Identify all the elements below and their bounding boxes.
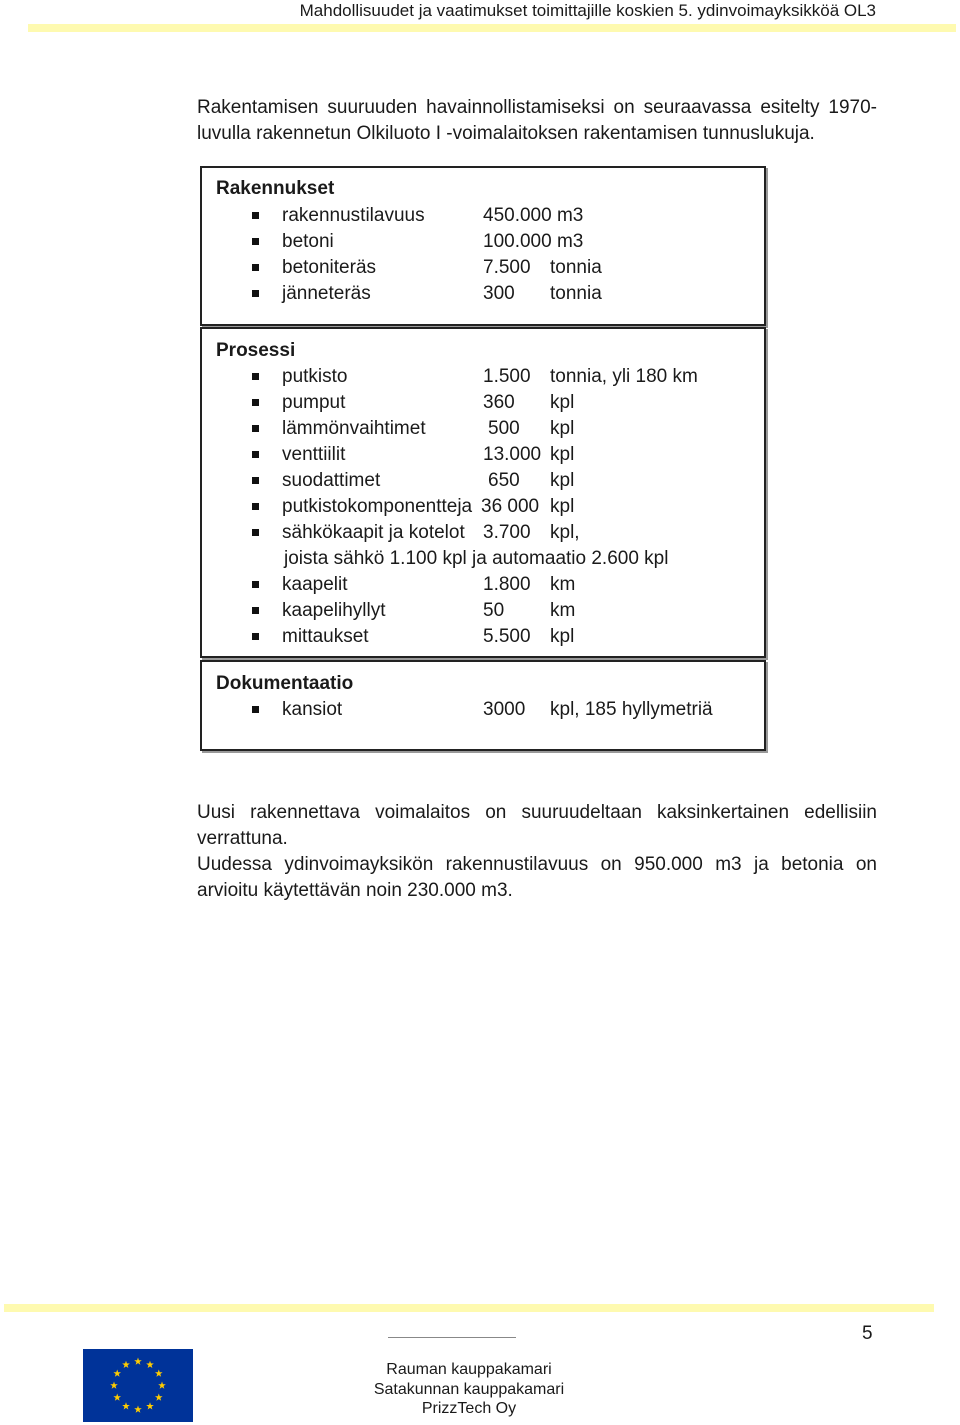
footer-org-1: Rauman kauppakamari bbox=[386, 1361, 552, 1378]
item-label: venttiilit bbox=[282, 444, 346, 465]
list-item bbox=[202, 203, 764, 229]
item-unit: kpl bbox=[550, 418, 575, 439]
bullet-icon bbox=[252, 399, 259, 406]
eu-flag-icon bbox=[83, 1349, 193, 1422]
item-unit: tonnia, yli 180 km bbox=[550, 366, 698, 387]
item-label: betoni bbox=[282, 231, 334, 252]
closing-text bbox=[197, 800, 877, 904]
list-item bbox=[202, 468, 764, 494]
item-value: 3.700 bbox=[483, 522, 531, 543]
rakennukset-box bbox=[200, 166, 766, 326]
footnote-rule bbox=[388, 1337, 516, 1338]
item-label: betoniteräs bbox=[282, 257, 377, 278]
dokumentaatio-list bbox=[202, 697, 764, 723]
bullet-icon bbox=[252, 212, 259, 219]
item-label: suodattimet bbox=[282, 470, 381, 491]
rakennukset-title: Rakennukset bbox=[216, 178, 335, 199]
item-unit: tonnia bbox=[550, 257, 602, 278]
list-item bbox=[202, 572, 764, 598]
intro-paragraph: Rakentamisen suuruuden havainnollistamiseksi on seuraavassa esitelty 1970-luvulla rakennetun Olkiluoto I -voimalaitoksen rakentamisen tunnuslukuja. bbox=[197, 97, 877, 144]
bullet-icon bbox=[252, 706, 259, 713]
bullet-icon bbox=[252, 425, 259, 432]
item-value: 1.500 bbox=[483, 366, 531, 387]
list-item bbox=[202, 442, 764, 468]
item-label: putkistokomponentteja bbox=[282, 496, 473, 517]
item-unit: kpl bbox=[550, 444, 575, 465]
list-item bbox=[202, 520, 764, 546]
item-value: 3000 bbox=[483, 699, 526, 720]
item-label: pumput bbox=[282, 392, 346, 413]
item-value: 13.000 bbox=[483, 444, 542, 465]
list-item-note bbox=[202, 546, 764, 572]
item-label: kaapelit bbox=[282, 574, 348, 595]
bullet-icon bbox=[252, 607, 259, 614]
page-header-title: Mahdollisuudet ja vaatimukset toimittajille koskien 5. ydinvoimayksikköä OL3 bbox=[299, 1, 876, 20]
item-unit: kpl bbox=[550, 496, 575, 517]
item-label: kansiot bbox=[282, 699, 343, 720]
item-unit: kpl bbox=[550, 470, 575, 491]
footer-divider bbox=[4, 1304, 934, 1312]
dokumentaatio-box bbox=[200, 660, 766, 751]
item-note: joista sähkö 1.100 kpl ja automaatio 2.600 kpl bbox=[284, 548, 669, 569]
footer-org-2: Satakunnan kauppakamari bbox=[373, 1380, 565, 1398]
item-unit: kpl, bbox=[550, 522, 580, 543]
item-value: 450.000 m3 bbox=[483, 205, 584, 226]
footer-org-3: PrizzTech Oy bbox=[421, 1400, 517, 1417]
list-item bbox=[202, 416, 764, 442]
list-item bbox=[202, 281, 764, 307]
prosessi-box bbox=[200, 327, 766, 658]
bullet-icon bbox=[252, 290, 259, 297]
item-value: 1.800 bbox=[483, 574, 531, 595]
prosessi-title: Prosessi bbox=[216, 340, 296, 361]
item-unit: kpl, 185 hyllymetriä bbox=[550, 699, 713, 720]
footer-organizations bbox=[320, 1360, 618, 1419]
item-value: 5.500 bbox=[483, 626, 531, 647]
item-unit: kpl bbox=[550, 626, 575, 647]
item-value: 36 000 bbox=[481, 496, 540, 517]
bullet-icon bbox=[252, 503, 259, 510]
item-value: 360 bbox=[483, 392, 515, 413]
rakennukset-list bbox=[202, 203, 764, 307]
item-label: jänneteräs bbox=[282, 283, 371, 304]
item-label: putkisto bbox=[282, 366, 348, 387]
closing-paragraph-1: Uusi rakennettava voimalaitos on suuruudeltaan kaksinkertainen edellisiin verrattuna. bbox=[197, 802, 877, 849]
item-label: lämmönvaihtimet bbox=[282, 418, 426, 439]
prosessi-list bbox=[202, 364, 764, 650]
item-value: 300 bbox=[483, 283, 515, 304]
header-divider bbox=[28, 24, 956, 32]
bullet-icon bbox=[252, 633, 259, 640]
list-item bbox=[202, 598, 764, 624]
bullet-icon bbox=[252, 264, 259, 271]
item-unit: km bbox=[550, 600, 576, 621]
item-label: rakennustilavuus bbox=[282, 205, 425, 226]
bullet-icon bbox=[252, 373, 259, 380]
item-label: mittaukset bbox=[282, 626, 369, 647]
item-unit: kpl bbox=[550, 392, 575, 413]
list-item bbox=[202, 229, 764, 255]
bullet-icon bbox=[252, 477, 259, 484]
item-unit: tonnia bbox=[550, 283, 602, 304]
dokumentaatio-title: Dokumentaatio bbox=[216, 673, 354, 694]
page-number: 5 bbox=[862, 1323, 873, 1344]
list-item bbox=[202, 255, 764, 281]
item-value: 50 bbox=[483, 600, 505, 621]
list-item bbox=[202, 624, 764, 650]
item-value: 650 bbox=[488, 470, 520, 491]
list-item bbox=[202, 494, 764, 520]
item-unit: km bbox=[550, 574, 576, 595]
list-item bbox=[202, 697, 764, 723]
closing-paragraph-2: Uudessa ydinvoimayksikön rakennustilavuus on 950.000 m3 ja betonia on arvioitu käytettävän noin 230.000 m3. bbox=[197, 854, 877, 901]
item-value: 500 bbox=[488, 418, 520, 439]
item-value: 100.000 m3 bbox=[483, 231, 584, 252]
bullet-icon bbox=[252, 238, 259, 245]
item-label: kaapelihyllyt bbox=[282, 600, 386, 621]
bullet-icon bbox=[252, 581, 259, 588]
item-label: sähkökaapit ja kotelot bbox=[282, 522, 465, 543]
list-item bbox=[202, 390, 764, 416]
bullet-icon bbox=[252, 451, 259, 458]
item-value: 7.500 bbox=[483, 257, 531, 278]
list-item bbox=[202, 364, 764, 390]
bullet-icon bbox=[252, 529, 259, 536]
